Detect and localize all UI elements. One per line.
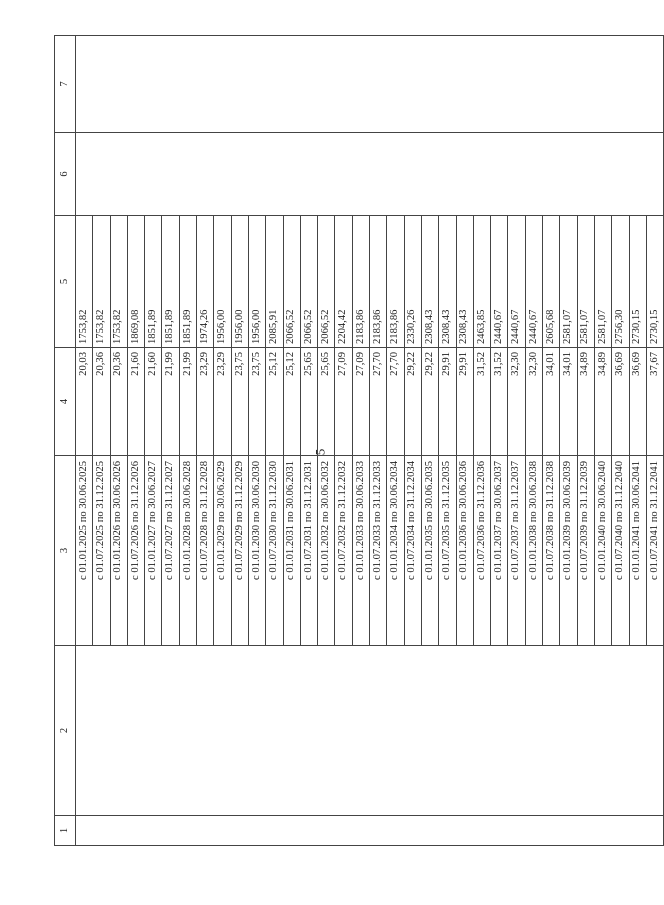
value-cell: 34,01 xyxy=(560,348,577,456)
period-cell: с 01.01.2036 по 30.06.2036 xyxy=(456,456,473,646)
value-cell: 23,29 xyxy=(214,348,231,456)
column-header: 3 xyxy=(55,456,76,646)
col7-cell xyxy=(76,36,664,133)
period-cell: с 01.01.2040 по 30.06.2040 xyxy=(594,456,611,646)
amount-cell: 2330,26 xyxy=(404,216,421,348)
rotated-table-region xyxy=(54,36,660,846)
column-header: 5 xyxy=(55,216,76,348)
col6-cell xyxy=(76,133,664,216)
value-cell: 34,01 xyxy=(543,348,560,456)
amount-cell: 1753,82 xyxy=(76,216,93,348)
value-cell: 21,99 xyxy=(162,348,179,456)
period-cell: с 01.01.2028 по 30.06.2028 xyxy=(179,456,196,646)
period-cell: с 01.01.2035 по 30.06.2035 xyxy=(421,456,438,646)
period-cell: с 01.01.2025 по 30.06.2025 xyxy=(76,456,93,646)
amount-cell: 2183,86 xyxy=(387,216,404,348)
period-cell: с 01.07.2032 по 31.12.2032 xyxy=(335,456,352,646)
amount-cell: 2085,91 xyxy=(266,216,283,348)
amount-cell: 2463,85 xyxy=(473,216,490,348)
period-cell: с 01.07.2036 по 31.12.2036 xyxy=(473,456,490,646)
amount-cell: 2730,15 xyxy=(629,216,646,348)
amount-cell: 1974,26 xyxy=(197,216,214,348)
value-cell: 27,09 xyxy=(352,348,369,456)
column-header: 2 xyxy=(55,646,76,816)
amount-cell: 2204,42 xyxy=(335,216,352,348)
value-cell: 27,70 xyxy=(387,348,404,456)
period-cell: с 01.01.2031 по 30.06.2031 xyxy=(283,456,300,646)
value-cell: 25,65 xyxy=(318,348,335,456)
table-row xyxy=(76,36,93,846)
amount-cell: 2308,43 xyxy=(439,216,456,348)
amount-cell: 2581,07 xyxy=(594,216,611,348)
value-cell: 21,99 xyxy=(179,348,196,456)
period-cell: с 01.07.2030 по 31.12.2030 xyxy=(266,456,283,646)
amount-cell: 1851,89 xyxy=(145,216,162,348)
value-cell: 29,22 xyxy=(421,348,438,456)
period-cell: с 01.01.2039 по 30.06.2039 xyxy=(560,456,577,646)
column-header: 1 xyxy=(55,816,76,846)
amount-cell: 2730,15 xyxy=(646,216,663,348)
period-cell: с 01.07.2029 по 31.12.2029 xyxy=(231,456,248,646)
value-cell: 29,22 xyxy=(404,348,421,456)
value-cell: 32,30 xyxy=(508,348,525,456)
amount-cell: 2581,07 xyxy=(560,216,577,348)
amount-cell: 2308,43 xyxy=(456,216,473,348)
value-cell: 27,70 xyxy=(370,348,387,456)
table-header-row xyxy=(55,36,76,846)
page-number: 5 xyxy=(312,448,328,456)
amount-cell: 2440,67 xyxy=(491,216,508,348)
period-cell: с 01.01.2026 по 30.06.2026 xyxy=(110,456,127,646)
value-cell: 31,52 xyxy=(491,348,508,456)
amount-cell: 2308,43 xyxy=(421,216,438,348)
value-cell: 36,69 xyxy=(612,348,629,456)
period-cell: с 01.07.2025 по 31.12.2025 xyxy=(93,456,110,646)
value-cell: 34,89 xyxy=(594,348,611,456)
period-cell: с 01.07.2035 по 31.12.2035 xyxy=(439,456,456,646)
period-cell: с 01.07.2033 по 31.12.2033 xyxy=(370,456,387,646)
amount-cell: 1956,00 xyxy=(214,216,231,348)
period-cell: с 01.07.2037 по 31.12.2037 xyxy=(508,456,525,646)
period-cell: с 01.01.2027 по 30.06.2027 xyxy=(145,456,162,646)
value-cell: 23,75 xyxy=(231,348,248,456)
period-cell: с 01.07.2034 по 31.12.2034 xyxy=(404,456,421,646)
period-cell: с 01.07.2039 по 31.12.2039 xyxy=(577,456,594,646)
value-cell: 32,30 xyxy=(525,348,542,456)
period-cell: с 01.07.2027 по 31.12.2027 xyxy=(162,456,179,646)
amount-cell: 2183,86 xyxy=(352,216,369,348)
amount-cell: 1753,82 xyxy=(93,216,110,348)
value-cell: 34,89 xyxy=(577,348,594,456)
period-cell: с 01.07.2026 по 31.12.2026 xyxy=(127,456,144,646)
value-cell: 23,75 xyxy=(248,348,265,456)
value-cell: 29,91 xyxy=(456,348,473,456)
value-cell: 23,29 xyxy=(197,348,214,456)
column-header: 7 xyxy=(55,36,76,133)
period-cell: с 01.01.2032 по 30.06.2032 xyxy=(318,456,335,646)
value-cell: 29,91 xyxy=(439,348,456,456)
period-cell: с 01.01.2030 по 30.06.2030 xyxy=(248,456,265,646)
column-header: 4 xyxy=(55,348,76,456)
amount-cell: 2183,86 xyxy=(370,216,387,348)
value-cell: 20,36 xyxy=(93,348,110,456)
tariff-table xyxy=(54,35,664,846)
value-cell: 25,12 xyxy=(283,348,300,456)
amount-cell: 2440,67 xyxy=(508,216,525,348)
period-cell: с 01.01.2033 по 30.06.2033 xyxy=(352,456,369,646)
period-cell: с 01.01.2034 по 30.06.2034 xyxy=(387,456,404,646)
amount-cell: 1753,82 xyxy=(110,216,127,348)
period-cell: с 01.01.2038 по 30.06.2038 xyxy=(525,456,542,646)
value-cell: 36,69 xyxy=(629,348,646,456)
col2-cell xyxy=(76,646,664,816)
value-cell: 37,67 xyxy=(646,348,663,456)
amount-cell: 2605,68 xyxy=(543,216,560,348)
period-cell: с 01.07.2031 по 31.12.2031 xyxy=(300,456,317,646)
value-cell: 20,36 xyxy=(110,348,127,456)
period-cell: с 01.01.2037 по 30.06.2037 xyxy=(491,456,508,646)
amount-cell: 1869,08 xyxy=(127,216,144,348)
value-cell: 20,03 xyxy=(76,348,93,456)
value-cell: 21,60 xyxy=(127,348,144,456)
amount-cell: 2066,52 xyxy=(283,216,300,348)
amount-cell: 2440,67 xyxy=(525,216,542,348)
period-cell: с 01.07.2041 по 31.12.2041 xyxy=(646,456,663,646)
value-cell: 25,12 xyxy=(266,348,283,456)
amount-cell: 2756,30 xyxy=(612,216,629,348)
column-header: 6 xyxy=(55,133,76,216)
tariff-table-container xyxy=(54,36,660,846)
period-cell: с 01.07.2028 по 31.12.2028 xyxy=(197,456,214,646)
amount-cell: 2581,07 xyxy=(577,216,594,348)
value-cell: 21,60 xyxy=(145,348,162,456)
amount-cell: 1956,00 xyxy=(231,216,248,348)
amount-cell: 2066,52 xyxy=(300,216,317,348)
period-cell: с 01.07.2038 по 31.12.2038 xyxy=(543,456,560,646)
amount-cell: 2066,52 xyxy=(318,216,335,348)
value-cell: 25,65 xyxy=(300,348,317,456)
amount-cell: 1851,89 xyxy=(179,216,196,348)
period-cell: с 01.07.2040 по 31.12.2040 xyxy=(612,456,629,646)
col1-cell xyxy=(76,816,664,846)
value-cell: 27,09 xyxy=(335,348,352,456)
amount-cell: 1851,89 xyxy=(162,216,179,348)
period-cell: с 01.01.2041 по 30.06.2041 xyxy=(629,456,646,646)
period-cell: с 01.01.2029 по 30.06.2029 xyxy=(214,456,231,646)
amount-cell: 1956,00 xyxy=(248,216,265,348)
value-cell: 31,52 xyxy=(473,348,490,456)
